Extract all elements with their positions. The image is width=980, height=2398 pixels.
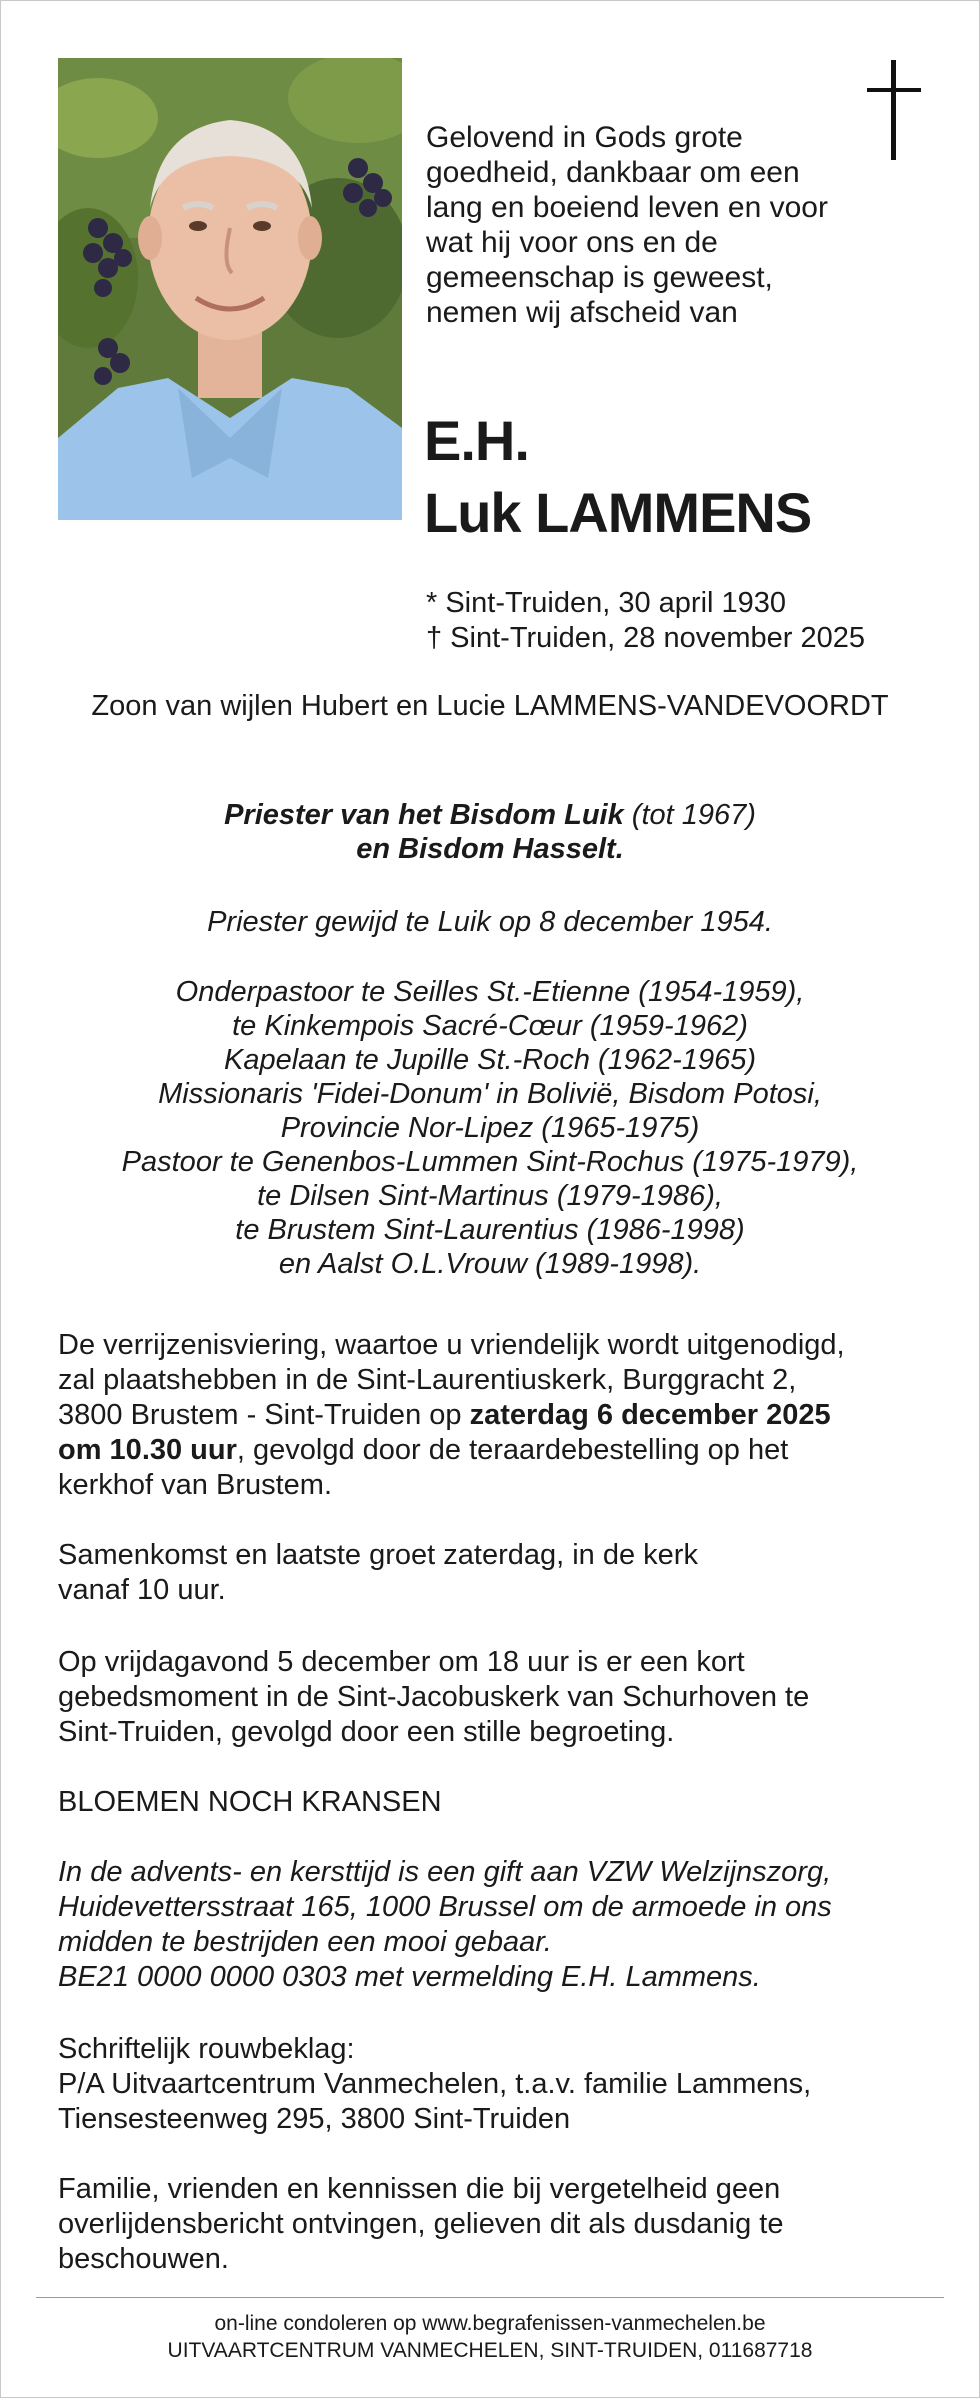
intro-line: gemeenschap is geweest, bbox=[426, 261, 773, 294]
prayer-line: gebedsmoment in de Sint-Jacobuskerk van Schurhoven te bbox=[58, 1681, 810, 1713]
funeral-line bbox=[58, 1433, 938, 1468]
priest-bishopric: Priester van het Bisdom Luik bbox=[224, 799, 624, 831]
career-line: te Kinkempois Sacré-Cœur (1959-1962) bbox=[232, 1010, 748, 1042]
funeral-date: zaterdag 6 december 2025 bbox=[469, 1399, 831, 1431]
intro-line: lang en boeiend leven en voor bbox=[426, 191, 828, 224]
footer bbox=[0, 2310, 980, 2364]
condolence-paragraph bbox=[58, 2032, 938, 2137]
career-line: Pastoor te Genenbos-Lummen Sint-Rochus (1975-1979), bbox=[121, 1146, 859, 1178]
funeral-followup: , gevolgd door de teraardebestelling op het bbox=[236, 1434, 789, 1466]
funeral-home-info: UITVAARTCENTRUM VANMECHELEN, SINT-TRUIDEN, 011687718 bbox=[167, 2339, 813, 2362]
ordination-line: Priester gewijd te Luik op 8 december 1954. bbox=[207, 906, 773, 938]
life-dates bbox=[426, 586, 865, 656]
funeral-time: om 10.30 uur bbox=[58, 1434, 237, 1466]
parents-line: Zoon van wijlen Hubert en Lucie LAMMENS-VANDEVOORDT bbox=[91, 690, 889, 722]
career-list bbox=[0, 975, 980, 1281]
priest-block bbox=[0, 798, 980, 866]
gift-line: Huidevettersstraat 165, 1000 Brussel om de armoede in ons bbox=[58, 1891, 832, 1923]
gift-line: In de advents- en kersttijd is een gift aan VZW Welzijnszorg, bbox=[58, 1856, 832, 1888]
funeral-line: kerkhof van Brustem. bbox=[58, 1469, 332, 1501]
prayer-line: Op vrijdagavond 5 december om 18 uur is er een kort bbox=[58, 1646, 745, 1678]
intro-line: goedheid, dankbaar om een bbox=[426, 156, 800, 189]
priest-period: (tot 1967) bbox=[623, 799, 756, 831]
prayer-line: Sint-Truiden, gevolgd door een stille begroeting. bbox=[58, 1716, 675, 1748]
deceased-name bbox=[424, 405, 811, 549]
name-title: E.H. bbox=[424, 409, 529, 472]
career-line: en Aalst O.L.Vrouw (1989-1998). bbox=[278, 1248, 702, 1280]
intro-line: wat hij voor ons en de bbox=[426, 226, 718, 259]
priest-bishopric-2: en Bisdom Hasselt. bbox=[356, 833, 624, 865]
footer-divider bbox=[36, 2297, 944, 2298]
funeral-paragraph bbox=[58, 1328, 938, 1503]
intro-line: Gelovend in Gods grote bbox=[426, 121, 743, 154]
intro-text bbox=[426, 120, 906, 330]
family-line: beschouwen. bbox=[58, 2243, 229, 2275]
priest-line-1 bbox=[0, 798, 980, 832]
gift-paragraph bbox=[58, 1855, 938, 1995]
funeral-address: 3800 Brustem - Sint-Truiden op bbox=[58, 1399, 470, 1431]
condolence-line: P/A Uitvaartcentrum Vanmechelen, t.a.v. familie Lammens, bbox=[58, 2068, 812, 2100]
death-date: † Sint-Truiden, 28 november 2025 bbox=[426, 622, 866, 654]
gathering-line: vanaf 10 uur. bbox=[58, 1574, 226, 1606]
priest-line-2 bbox=[0, 832, 980, 866]
funeral-line: zal plaatshebben in de Sint-Laurentiuskerk, Burggracht 2, bbox=[58, 1364, 797, 1396]
career-line: te Dilsen Sint-Martinus (1979-1986), bbox=[257, 1180, 723, 1212]
career-line: Missionaris 'Fidei-Donum' in Bolivië, Bisdom Potosi, bbox=[158, 1078, 822, 1110]
name-full: Luk LAMMENS bbox=[424, 481, 812, 544]
condolence-line: Tiensesteenweg 295, 3800 Sint-Truiden bbox=[58, 2103, 571, 2135]
family-line: overlijdensbericht ontvingen, gelieven dit als dusdanig te bbox=[58, 2208, 784, 2240]
birth-date: * Sint-Truiden, 30 april 1930 bbox=[426, 587, 787, 619]
career-line: Provincie Nor-Lipez (1965-1975) bbox=[280, 1112, 700, 1144]
funeral-line bbox=[58, 1398, 938, 1433]
prayer-paragraph bbox=[58, 1645, 938, 1750]
gift-line: BE21 0000 0000 0303 met vermelding E.H. Lammens. bbox=[58, 1961, 761, 1993]
condolence-line: Schriftelijk rouwbeklag: bbox=[58, 2033, 355, 2065]
gift-line: midden te bestrijden een mooi gebaar. bbox=[58, 1926, 552, 1958]
intro-line: nemen wij afscheid van bbox=[426, 296, 738, 329]
career-line: te Brustem Sint-Laurentius (1986-1998) bbox=[235, 1214, 745, 1246]
funeral-line: De verrijzenisviering, waartoe u vriendelijk wordt uitgenodigd, bbox=[58, 1329, 845, 1361]
online-condolence-link[interactable]: on-line condoleren op www.begrafenissen-vanmechelen.be bbox=[214, 2312, 766, 2335]
career-line: Kapelaan te Jupille St.-Roch (1962-1965) bbox=[224, 1044, 756, 1076]
family-paragraph bbox=[58, 2172, 938, 2277]
career-line: Onderpastoor te Seilles St.-Etienne (1954-1959), bbox=[175, 976, 805, 1008]
portrait-photo bbox=[58, 58, 402, 520]
flowers-notice: BLOEMEN NOCH KRANSEN bbox=[58, 1786, 442, 1818]
gathering-line: Samenkomst en laatste groet zaterdag, in de kerk bbox=[58, 1539, 698, 1571]
gathering-paragraph bbox=[58, 1538, 938, 1608]
family-line: Familie, vrienden en kennissen die bij vergetelheid geen bbox=[58, 2173, 781, 2205]
